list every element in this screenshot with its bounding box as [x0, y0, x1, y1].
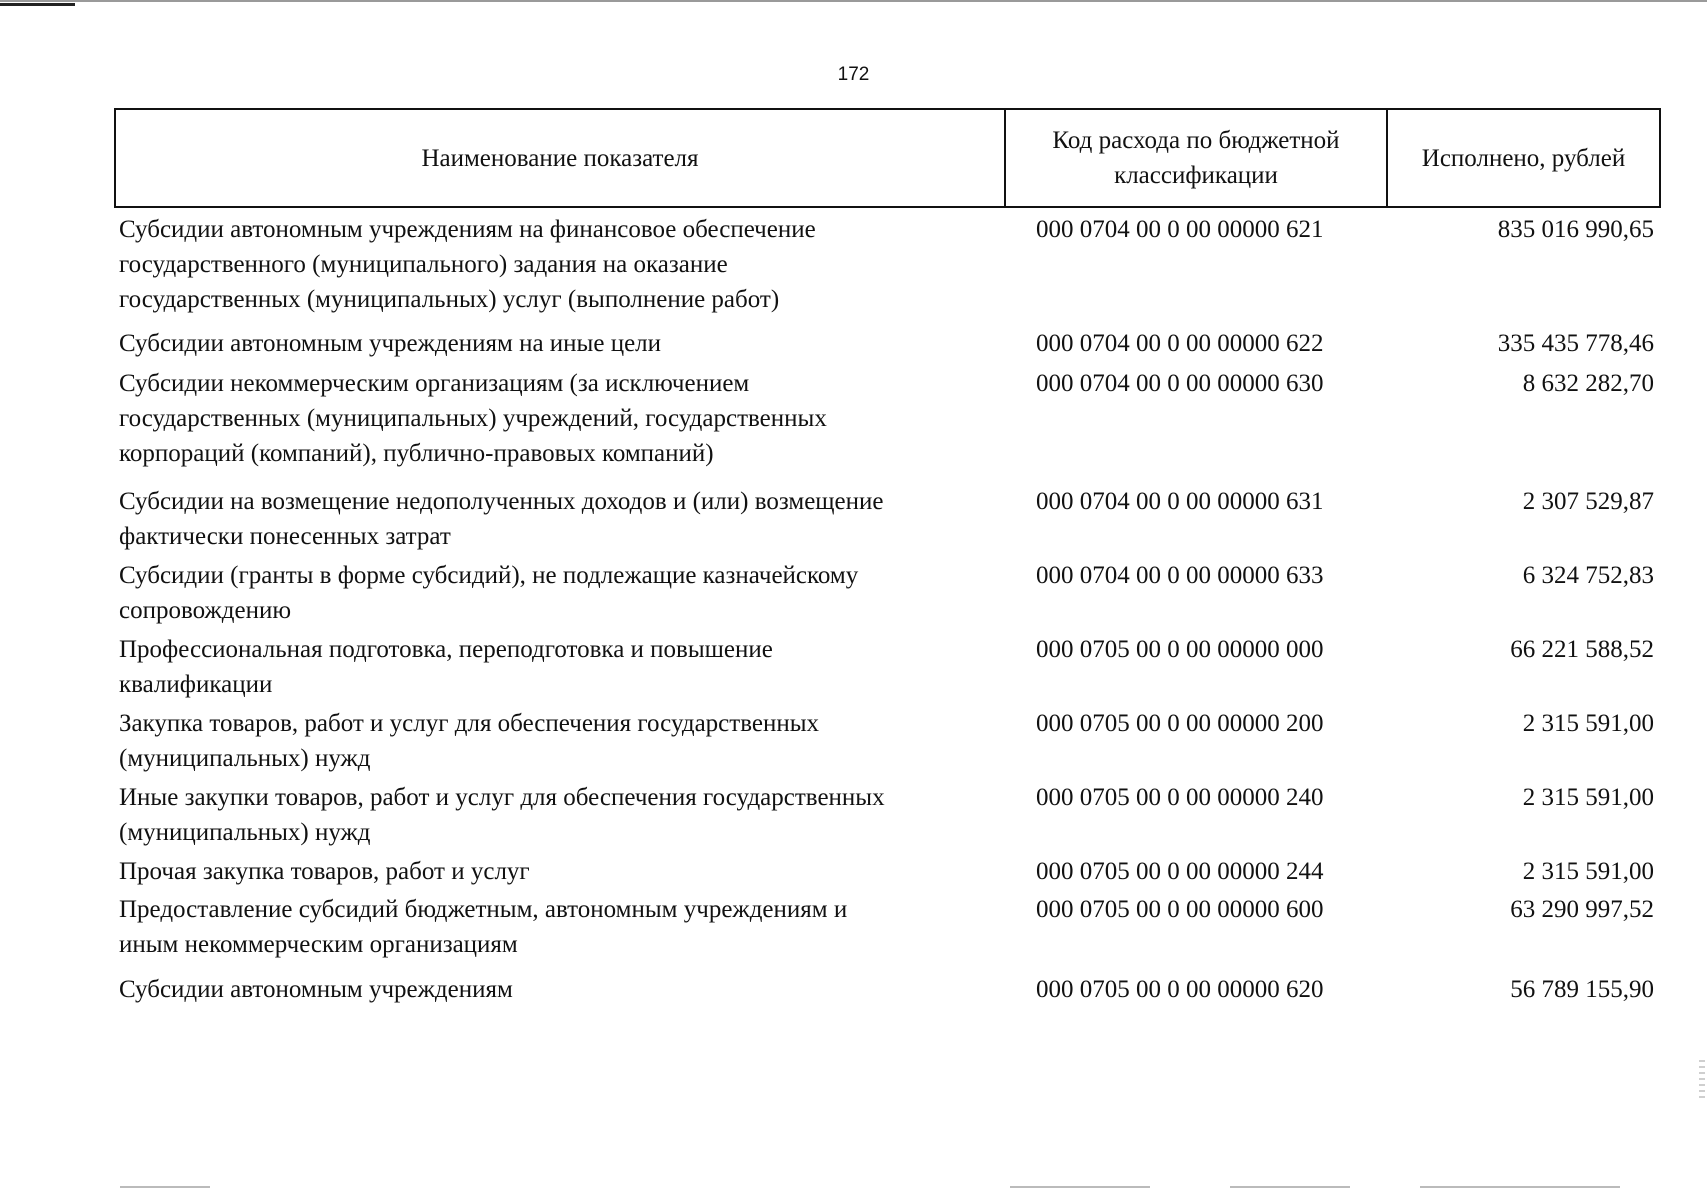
- row-name-line: Субсидии (гранты в форме субсидий), не подлежащие казначейскому: [119, 562, 859, 589]
- table-row: [115, 632, 1660, 706]
- page-top-border: [0, 0, 1707, 2]
- row-name-line: Предоставление субсидий бюджетным, автономным учреждениям и: [119, 896, 848, 923]
- row-executed-amount: 835 016 990,65: [1497, 216, 1654, 243]
- scan-artifact: [120, 1186, 210, 1188]
- table-header-row: [115, 109, 1660, 207]
- row-executed-amount: 335 435 778,46: [1497, 330, 1654, 357]
- table-row: [115, 892, 1660, 972]
- row-indicator-name: [115, 854, 1005, 892]
- table-row: [115, 706, 1660, 780]
- row-expense-code: 000 0705 00 0 00 00000 600: [1036, 896, 1324, 923]
- header-expense-code-line1: Код расхода по бюджетной: [1052, 127, 1340, 154]
- row-name-line: Прочая закупка товаров, работ и услуг: [119, 858, 530, 885]
- row-expense-code: 000 0705 00 0 00 00000 244: [1036, 858, 1324, 885]
- table-row: [115, 366, 1660, 484]
- header-indicator-name: Наименование показателя: [115, 109, 1005, 207]
- page-top-mark: [0, 3, 75, 6]
- row-name-line: фактически понесенных затрат: [119, 523, 451, 550]
- row-indicator-name: [115, 326, 1005, 366]
- row-name-line: Субсидии на возмещение недополученных доходов и (или) возмещение: [119, 488, 884, 515]
- row-name-line: государственного (муниципального) задания на оказание: [119, 251, 728, 278]
- row-indicator-name: [115, 780, 1005, 854]
- scan-edge-artifact: [1699, 1060, 1705, 1100]
- row-name-line: (муниципальных) нужд: [119, 745, 371, 772]
- row-indicator-name: [115, 972, 1005, 1010]
- row-name-line: иным некоммерческим организациям: [119, 931, 518, 958]
- row-executed-amount: 63 290 997,52: [1510, 896, 1654, 923]
- row-name-line: сопровождению: [119, 597, 292, 624]
- table-row: [115, 484, 1660, 558]
- row-name-line: государственных (муниципальных) учреждений, государственных: [119, 405, 827, 432]
- table-row: [115, 558, 1660, 632]
- row-executed-amount: 8 632 282,70: [1522, 370, 1654, 397]
- row-name-line: Субсидии автономным учреждениям: [119, 976, 513, 1003]
- row-indicator-name: [115, 706, 1005, 780]
- row-executed-amount: 2 315 591,00: [1522, 858, 1654, 885]
- row-indicator-name: [115, 366, 1005, 484]
- budget-execution-table: [114, 108, 1661, 1010]
- row-executed-amount: 2 307 529,87: [1522, 488, 1654, 515]
- row-expense-code: 000 0704 00 0 00 00000 622: [1036, 330, 1324, 357]
- row-name-line: Субсидии некоммерческим организациям (за исключением: [119, 370, 750, 397]
- header-expense-code: [1005, 109, 1387, 207]
- row-expense-code: 000 0704 00 0 00 00000 621: [1036, 216, 1324, 243]
- row-name-line: Профессиональная подготовка, переподготовка и повышение: [119, 636, 773, 663]
- row-executed-amount: 56 789 155,90: [1510, 976, 1654, 1003]
- row-executed-amount: 66 221 588,52: [1510, 636, 1654, 663]
- row-expense-code: 000 0705 00 0 00 00000 000: [1036, 636, 1324, 663]
- row-expense-code: 000 0705 00 0 00 00000 620: [1036, 976, 1324, 1003]
- row-name-line: Закупка товаров, работ и услуг для обеспечения государственных: [119, 710, 820, 737]
- row-name-line: (муниципальных) нужд: [119, 819, 371, 846]
- row-indicator-name: [115, 632, 1005, 706]
- row-name-line: государственных (муниципальных) услуг (выполнение работ): [119, 286, 780, 313]
- row-indicator-name: [115, 207, 1005, 326]
- scan-artifact: [1230, 1186, 1350, 1188]
- row-expense-code: 000 0704 00 0 00 00000 630: [1036, 370, 1324, 397]
- row-expense-code: 000 0704 00 0 00 00000 631: [1036, 488, 1324, 515]
- table-row: [115, 780, 1660, 854]
- table-row: [115, 326, 1660, 366]
- header-executed-amount: Исполнено, рублей: [1387, 109, 1660, 207]
- row-expense-code: 000 0705 00 0 00 00000 240: [1036, 784, 1324, 811]
- row-name-line: Субсидии автономным учреждениям на финансовое обеспечение: [119, 216, 816, 243]
- row-name-line: Иные закупки товаров, работ и услуг для обеспечения государственных: [119, 784, 885, 811]
- table-row: [115, 972, 1660, 1010]
- row-indicator-name: [115, 558, 1005, 632]
- header-expense-code-line2: классификации: [1114, 162, 1278, 189]
- row-expense-code: 000 0705 00 0 00 00000 200: [1036, 710, 1324, 737]
- row-expense-code: 000 0704 00 0 00 00000 633: [1036, 562, 1324, 589]
- row-name-line: квалификации: [119, 671, 273, 698]
- row-name-line: корпораций (компаний), публично-правовых компаний): [119, 440, 714, 467]
- row-executed-amount: 2 315 591,00: [1522, 784, 1654, 811]
- scan-artifact: [1420, 1186, 1620, 1188]
- row-name-line: Субсидии автономным учреждениям на иные цели: [119, 330, 662, 357]
- row-indicator-name: [115, 484, 1005, 558]
- table-row: [115, 207, 1660, 326]
- table-row: [115, 854, 1660, 892]
- row-executed-amount: 2 315 591,00: [1522, 710, 1654, 737]
- page-number: 172: [837, 64, 870, 85]
- row-executed-amount: 6 324 752,83: [1522, 562, 1654, 589]
- row-indicator-name: [115, 892, 1005, 972]
- scan-artifact: [1010, 1186, 1150, 1188]
